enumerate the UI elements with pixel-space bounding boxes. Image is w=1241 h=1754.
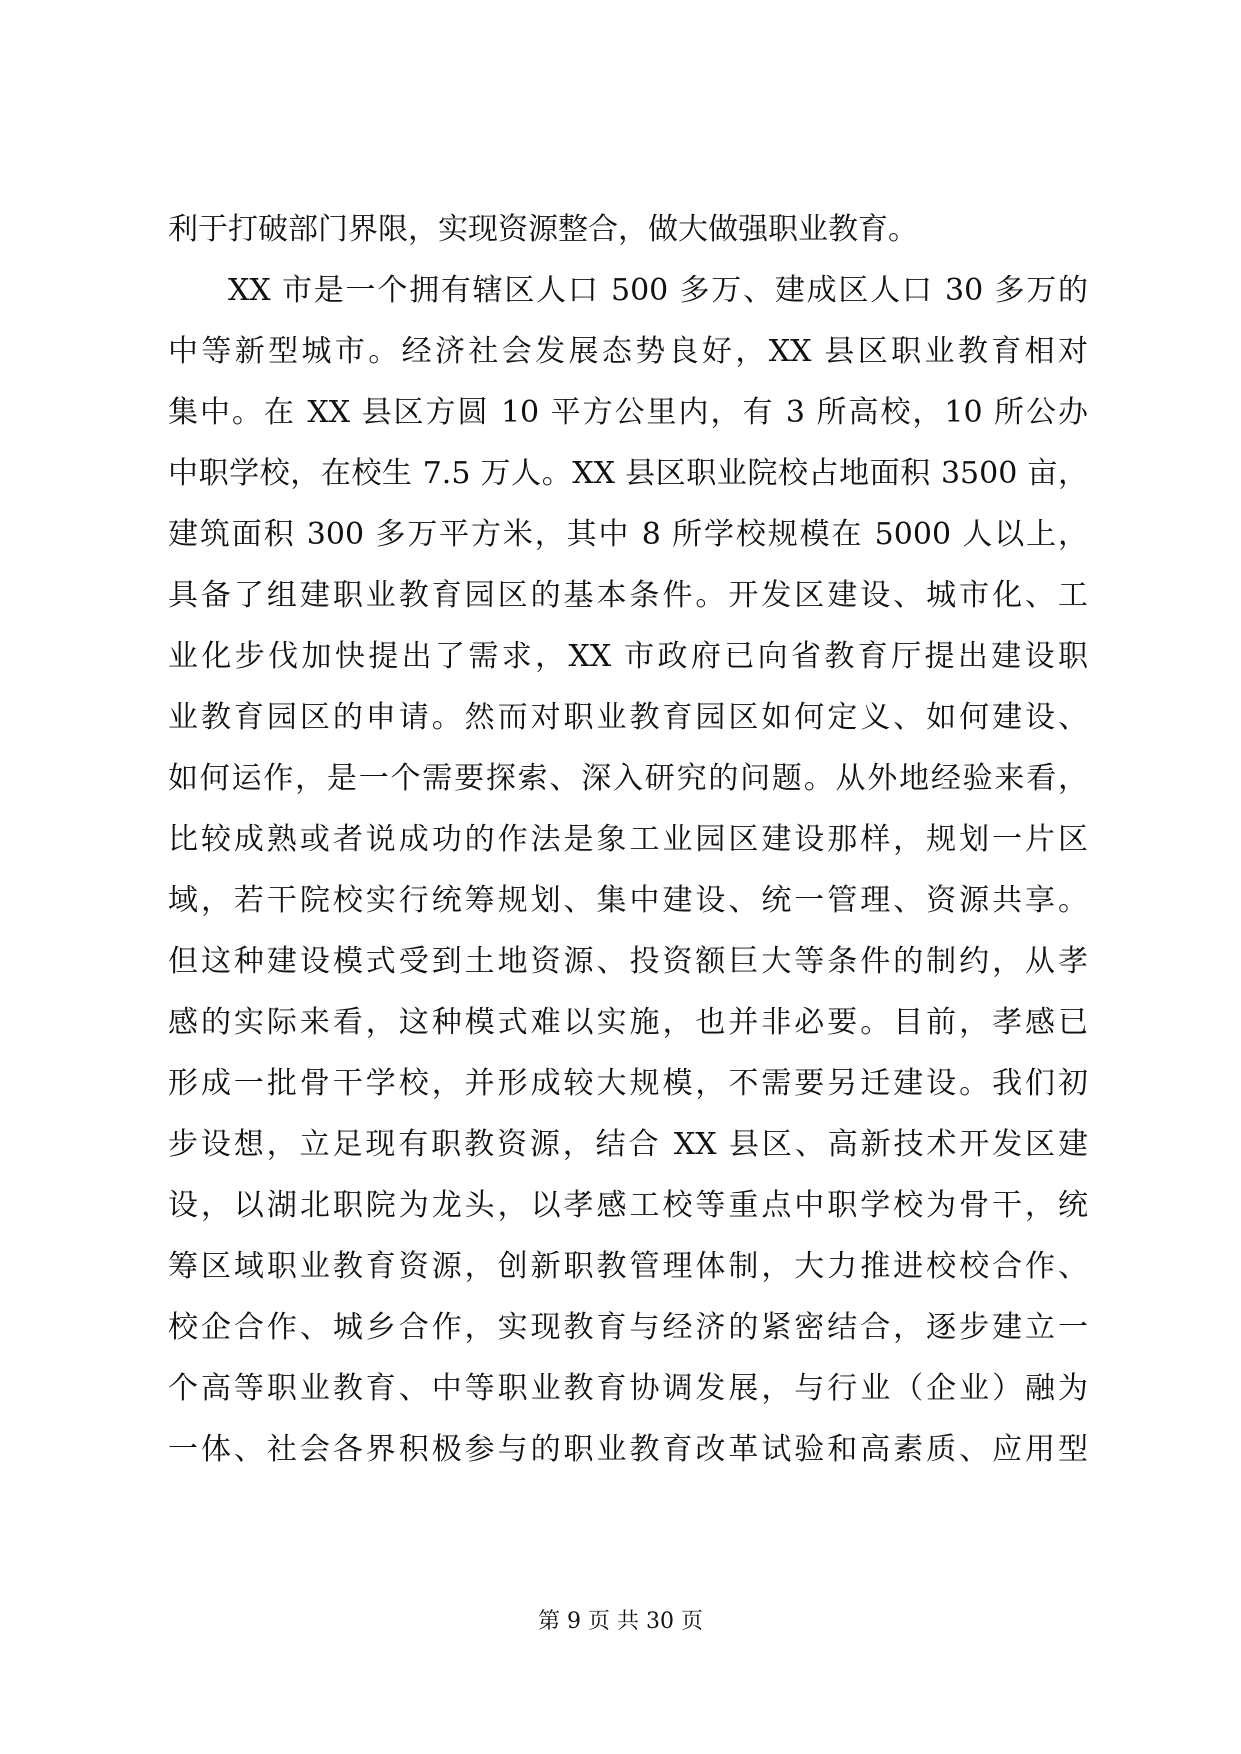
text-line: XX 市是一个拥有辖区人口 500 多万、建成区人口 30 多万的 [228,273,1088,308]
text-line: 筹区域职业教育资源，创新职教管理体制，大力推进校校合作、 [168,1249,1088,1284]
text-line: 业化步伐加快提出了需求，XX 市政府已向省教育厅提出建设职 [168,639,1088,674]
text-line: 具备了组建职业教育园区的基本条件。开发区建设、城市化、工 [168,578,1088,613]
text-line: 设，以湖北职院为龙头，以孝感工校等重点中职学校为骨干，统 [168,1188,1088,1223]
text-line: 中等新型城市。经济社会发展态势良好，XX 县区职业教育相对 [168,334,1088,369]
text-line: 集中。在 XX 县区方圆 10 平方公里内，有 3 所高校，10 所公办 [168,395,1088,430]
text-line: 步设想，立足现有职教资源，结合 XX 县区、高新技术开发区建 [168,1127,1088,1162]
text-line: 业教育园区的申请。然而对职业教育园区如何定义、如何建设、 [168,700,1088,735]
page-number-footer: 第 9 页 共 30 页 [538,1609,703,1634]
text-line: 利于打破部门界限，实现资源整合，做大做强职业教育。 [168,212,918,247]
text-line: 如何运作，是一个需要探索、深入研究的问题。从外地经验来看， [168,761,1088,796]
text-line: 感的实际来看，这种模式难以实施，也并非必要。目前，孝感已 [168,1005,1088,1040]
text-line: 形成一批骨干学校，并形成较大规模，不需要另迁建设。我们初 [168,1066,1088,1101]
text-line: 校企合作、城乡合作，实现教育与经济的紧密结合，逐步建立一 [168,1310,1088,1345]
text-line: 域，若干院校实行统筹规划、集中建设、统一管理、资源共享。 [168,883,1088,918]
text-line: 建筑面积 300 多万平方米，其中 8 所学校规模在 5000 人以上， [168,517,1088,552]
text-line: 一体、社会各界积极参与的职业教育改革试验和高素质、应用型 [168,1432,1088,1467]
text-line: 个高等职业教育、中等职业教育协调发展，与行业（企业）融为 [168,1371,1088,1406]
text-line: 但这种建设模式受到土地资源、投资额巨大等条件的制约，从孝 [168,944,1088,979]
text-line: 中职学校，在校生 7.5 万人。XX 县区职业院校占地面积 3500 亩， [168,456,1088,491]
text-line: 比较成熟或者说成功的作法是象工业园区建设那样，规划一片区 [168,822,1088,857]
